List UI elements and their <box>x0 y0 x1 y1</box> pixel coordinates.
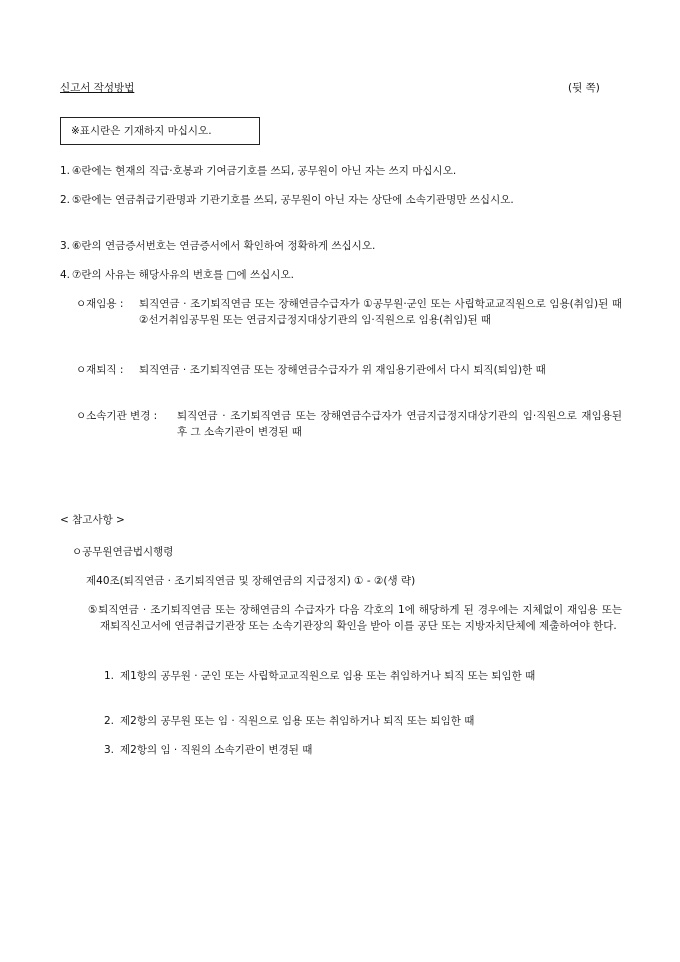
instruction-text: ⑥란의 연금증서번호는 연금증서에서 확인하여 정확하게 쓰십시오. <box>72 240 376 252</box>
notice-box: ※표시란은 기재하지 마십시오. <box>60 117 260 145</box>
reference-law: ㅇ공무원연금법시행령 <box>72 546 174 558</box>
instruction-number: 2. <box>60 194 71 206</box>
reason-label: ㅇ재퇴직 : <box>76 364 124 376</box>
instruction-text: ⑦란의 사유는 해당사유의 번호를 □에 쓰십시오. <box>72 269 294 281</box>
reason-text: 퇴직연금 · 조기퇴직연금 또는 장해연금수급자가 위 재임용기관에서 다시 퇴직(퇴임)한 때 <box>139 364 546 376</box>
form-guide-title: 신고서 작성방법 <box>60 82 135 94</box>
reason-label: ㅇ재임용 : <box>76 298 124 310</box>
reason-reretirement <box>76 362 622 378</box>
reference-clause-3 <box>104 742 622 758</box>
instruction-item-4 <box>60 267 620 283</box>
reason-text: 퇴직연금 · 조기퇴직연금 또는 장해연금수급자가 연금지급정지대상기관의 임·직원으로 재임용된 후 그 소속기관이 변경된 때 <box>177 410 622 438</box>
instruction-text: ④란에는 현재의 직급·호봉과 기여금기호를 쓰되, 공무원이 아닌 자는 쓰지 마십시오. <box>72 165 457 177</box>
clause-text: 제2항의 공무원 또는 임 · 직원으로 임용 또는 취임하거나 퇴직 또는 퇴임한 때 <box>120 715 475 727</box>
reference-clause-1 <box>104 668 622 684</box>
instruction-number: 1. <box>60 165 71 177</box>
instruction-number: 4. <box>60 269 71 281</box>
reference-article: 제40조(퇴직연금 · 조기퇴직연금 및 장해연금의 지급정지) ① - ②(생 략) <box>86 575 416 587</box>
clause-text: 제1항의 공무원 · 군인 또는 사립학교교직원으로 임용 또는 취임하거나 퇴직 또는 퇴임한 때 <box>120 670 536 682</box>
instruction-item-2 <box>60 192 620 208</box>
reason-label: ㅇ소속기관 변경 : <box>76 410 158 422</box>
clause-number: 1. <box>104 670 115 682</box>
reference-paragraph <box>88 602 622 634</box>
instruction-text: ⑤란에는 연금취급기관명과 기관기호를 쓰되, 공무원이 아닌 자는 상단에 소속기관명만 쓰십시오. <box>72 194 514 206</box>
clause-text: 제2항의 임 · 직원의 소속기관이 변경된 때 <box>120 744 313 756</box>
instruction-number: 3. <box>60 240 71 252</box>
reference-paragraph-text: ⑤퇴직연금 · 조기퇴직연금 또는 장해연금의 수급자가 다음 각호의 1에 해당하게 된 경우에는 지체없이 재임용 또는 재퇴직신고서에 연금취급기관장 또는 소속기관장의 확인을 받아 이를 공단 또는 지방자치단체에 제출하여야 한다. <box>88 604 622 632</box>
instruction-item-3 <box>60 238 620 254</box>
reference-heading: < 참고사항 > <box>60 514 125 526</box>
page-side-label: (뒷 쪽) <box>568 82 600 94</box>
instruction-item-1 <box>60 163 620 179</box>
reason-reappointment <box>76 296 622 328</box>
reason-text: 퇴직연금 · 조기퇴직연금 또는 장해연금수급자가 ①공무원·군인 또는 사립학교교직원으로 임용(취임)된 때 ②선거취임공무원 또는 연금지급정지대상기관의 임·직원으로 임용(취임)된 때 <box>139 298 622 326</box>
clause-number: 2. <box>104 715 115 727</box>
reason-agency-change <box>76 408 622 440</box>
clause-number: 3. <box>104 744 115 756</box>
reference-clause-2 <box>104 713 622 729</box>
